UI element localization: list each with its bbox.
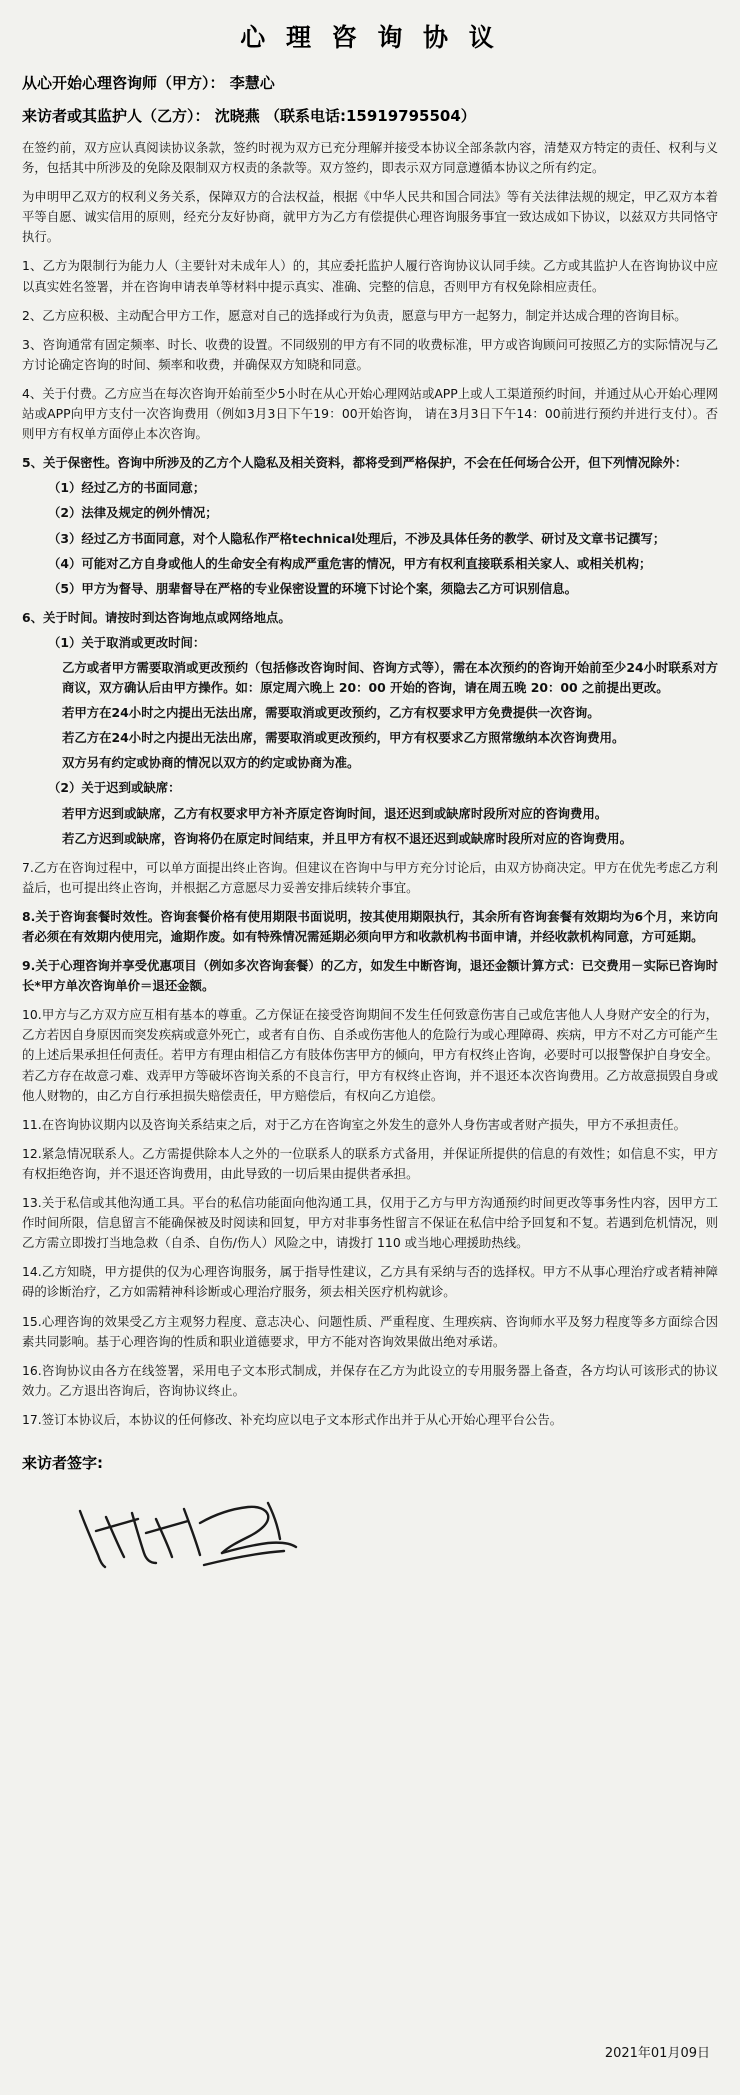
- paragraph: 6、关于时间。请按时到达咨询地点或网络地点。: [22, 609, 291, 625]
- paragraph: 16.咨询协议由各方在线签署，采用电子文本形式制成，并保存在乙方为此设立的专用服务器上备查，各方均认可该形式的协议效力。乙方退出咨询后，咨询协议终止。: [22, 1362, 718, 1398]
- paragraph: 若甲方在24小时之内提出无法出席，需要取消或更改预约，乙方有权要求甲方免费提供一次咨询。: [62, 705, 600, 721]
- signature-area: [22, 1475, 718, 1595]
- paragraph: （1）经过乙方的书面同意；: [48, 480, 206, 496]
- page-title: 心 理 咨 询 协 议: [240, 23, 500, 52]
- paragraph: 若乙方迟到或缺席，咨询将仍在原定时间结束，并且甲方有权不退还迟到或缺席时段所对应的咨询费用。: [62, 830, 632, 846]
- paragraph: 为申明甲乙双方的权利义务关系，保障双方的合法权益，根据《中华人民共和国合同法》等有关法律法规的规定，甲乙双方本着平等自愿、诚实信用的原则，经充分友好协商，就甲方为乙方有偿提供心理咨询服务事宜一致达成如下协议，以兹双方共同恪守执行。: [22, 189, 718, 245]
- paragraph: 1、乙方为限制行为能力人（主要针对未成年人）的，其应委托监护人履行咨询协议认同手续。乙方或其监护人在咨询协议中应以真实姓名签署，并在咨询申请表单等材料中提示真实、准确、完整的信息，否则甲方有权免除相应责任。: [22, 258, 718, 294]
- paragraph: 10.甲方与乙方双方应互相有基本的尊重。乙方保证在接受咨询期间不发生任何致意伤害自己或危害他人人身财产安全的行为，乙方若因自身原因而突发疾病或意外死亡，或者有自伤、自杀或伤害他人的危险行为或心理障碍、疾病，甲方不对乙方可能产生的上述后果承担任何责任。若甲方有理由相信乙方有肢体伤害甲方的倾向，甲方有权终止咨询，必要时可以报警保护自身安全。若乙方存在故意刁难、戏弄甲方等破坏咨询关系的不良言行，甲方有权终止咨询，并不退还本次咨询费用。乙方故意损毁自身或他人财物的，由乙方自行承担损失赔偿责任，甲方赔偿后，有权向乙方追偿。: [22, 1007, 718, 1103]
- party-a-name: 李慧心: [229, 74, 275, 92]
- paragraph: 4、关于付费。乙方应当在每次咨询开始前至少5小时在从心开始心理网站或APP上或人工渠道预约时间，并通过从心开始心理网站或APP向甲方支付一次咨询费用（例如3月3日下午19：00开始咨询， 请在3月3日下午14：00前进行预约并进行支付）。否则甲方有权单方面停止本次咨询。: [22, 385, 718, 442]
- signature-label: 来访者签字:: [22, 1453, 103, 1472]
- party-b-name: 沈晓燕: [214, 107, 260, 125]
- paragraph: 14.乙方知晓，甲方提供的仅为心理咨询服务，属于指导性建议，乙方具有采纳与否的选择权。甲方不从事心理治疗或者精神障碍的诊断治疗，乙方如需精神科诊断或心理治疗服务，须去相关医疗机构就诊。: [22, 1264, 718, 1300]
- paragraph: 3、咨询通常有固定频率、时长、收费的设置。不同级别的甲方有不同的收费标准，甲方或咨询顾问可按照乙方的实际情况与乙方讨论确定咨询的时间、频率和收费，并确保双方知晓和同意。: [22, 336, 718, 372]
- party-a-label: 从心开始心理咨询师（甲方）：: [22, 74, 225, 92]
- paragraph: 12.紧急情况联系人。乙方需提供除本人之外的一位联系人的联系方式备用，并保证所提供的信息的有效性；如信息不实，甲方有权拒绝咨询，并不退还咨询费用，由此导致的一切后果由提供者承担。: [22, 1145, 718, 1181]
- paragraph: （5）甲方为督导、朋辈督导在严格的专业保密设置的环境下讨论个案，须隐去乙方可识别信息。: [48, 580, 578, 596]
- paragraph: 2、乙方应积极、主动配合甲方工作，愿意对自己的选择或行为负责，愿意与甲方一起努力，制定并达成合理的咨询目标。: [22, 307, 687, 323]
- paragraph: （2）关于迟到或缺席：: [48, 780, 181, 796]
- paragraph: （1）关于取消或更改时间：: [48, 634, 206, 650]
- paragraph: 在签约前，双方应认真阅读协议条款，签约时视为双方已充分理解并接受本协议全部条款内容，清楚双方特定的责任、权利与义务，包括其中所涉及的免除及限制双方权责的条款等。双方签约，即表示双方同意遵循本协议之所有约定。: [22, 140, 718, 176]
- paragraph: （3）经过乙方书面同意，对个人隐私作严格technical处理后，不涉及具体任务的教学、研讨及文章书记撰写；: [48, 530, 666, 546]
- signature-date: 2021年01月09日: [604, 2046, 710, 2061]
- paragraph: （2）法律及规定的例外情况；: [48, 505, 218, 521]
- paragraph: 11.在咨询协议期内以及咨询关系结束之后，对于乙方在咨询室之外发生的意外人身伤害或者财产损失，甲方不承担责任。: [22, 1116, 687, 1132]
- paragraph: （4）可能对乙方自身或他人的生命安全有构成严重危害的情况，甲方有权利直接联系相关家人、或相关机构；: [48, 555, 652, 571]
- paragraph: 5、关于保密性。咨询中所涉及的乙方个人隐私及相关资料，都将受到严格保护，不会在任何场合公开，但下列情况除外：: [22, 455, 688, 471]
- paragraph: 15.心理咨询的效果受乙方主观努力程度、意志决心、问题性质、严重程度、生理疾病、咨询师水平及努力程度等多方面综合因素共同影响。基于心理咨询的性质和职业道德要求，甲方不能对咨询效果做出绝对承诺。: [22, 1313, 718, 1349]
- paragraph: 13.关于私信或其他沟通工具。平台的私信功能面向他沟通工具，仅用于乙方与甲方沟通预约时间更改等事务性内容，因甲方工作时间所限，信息留言不能确保被及时阅读和回复，甲方对非事务性留言不保证在私信中给予回复和不复。若遇到危机情况，则乙方需立即拨打当地急救（自杀、自伤/伤人）风险之中，请拨打 110 或当地心理援助热线。: [22, 1195, 718, 1251]
- handwritten-signature: [72, 1483, 332, 1583]
- paragraph: 双方另有约定或协商的情况以双方的约定或协商为准。: [62, 755, 360, 771]
- paragraph: 9.关于心理咨询并享受优惠项目（例如多次咨询套餐）的乙方，如发生中断咨询，退还金额计算方式：已交费用－实际已咨询时长*甲方单次咨询单价＝退还金额。: [22, 958, 718, 994]
- party-a-line: [22, 72, 718, 93]
- paragraph: 若甲方迟到或缺席，乙方有权要求甲方补齐原定咨询时间，退还迟到或缺席时段所对应的咨询费用。: [62, 805, 608, 821]
- party-b-label: 来访者或其监护人（乙方）：: [22, 107, 210, 125]
- party-b-contact: （联系电话:15919795504）: [265, 107, 476, 125]
- paragraph: 7.乙方在咨询过程中，可以单方面提出终止咨询。但建议在咨询中与甲方充分讨论后，由双方协商决定。甲方在优先考虑乙方利益后，也可提出终止咨询，并根据乙方意愿尽力妥善安排后续转介事宜。: [22, 859, 718, 895]
- paragraph: 若乙方在24小时之内提出无法出席，需要取消或更改预约，甲方有权要求乙方照常缴纳本次咨询费用。: [62, 730, 625, 746]
- paragraph: 17.签订本协议后，本协议的任何修改、补充均应以电子文本形式作出并于从心开始心理平台公告。: [22, 1411, 563, 1427]
- paragraph: 8.关于咨询套餐时效性。咨询套餐价格有使用期限书面说明，按其使用期限执行，其余所有咨询套餐有效期均为6个月，来访向者必须在有效期内使用完，逾期作废。如有特殊情况需延期必须向甲方和收款机构书面申请，并经收款机构同意，方可延期。: [22, 908, 718, 944]
- paragraph: 乙方或者甲方需要取消或更改预约（包括修改咨询时间、咨询方式等），需在本次预约的咨询开始前至少24小时联系对方商议，双方确认后由甲方操作。如：原定周六晚上 20：00 开始的咨询，请在周五晚 20：00 之前提出更改。: [62, 659, 718, 696]
- agreement-body: [22, 138, 718, 1430]
- party-b-line: [22, 105, 718, 126]
